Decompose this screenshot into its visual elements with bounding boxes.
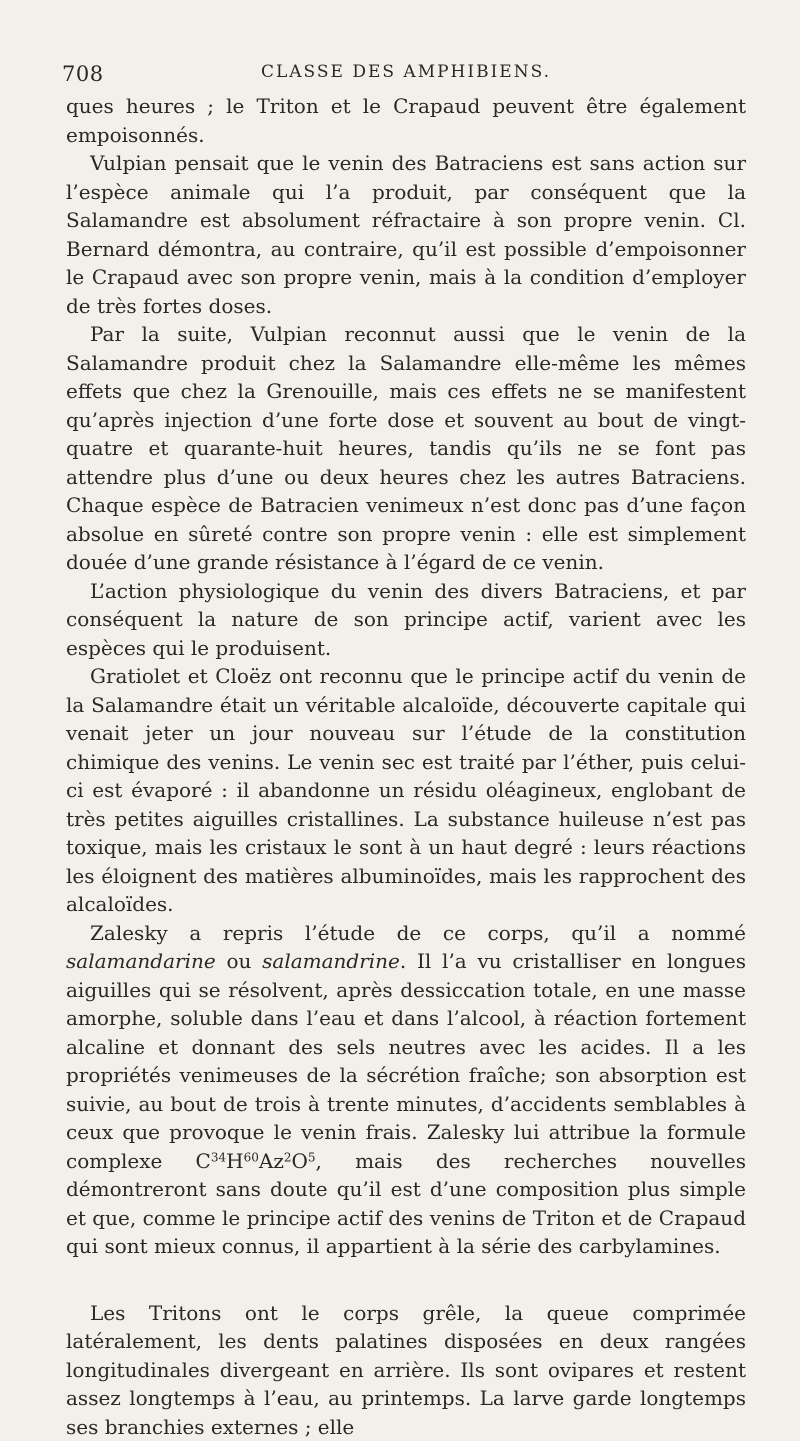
section-gap (66, 1261, 746, 1299)
term-salamandarine: salamandarine (66, 949, 216, 973)
paragraph-vulpian-later: Par la suite, Vulpian reconnut aussi que le venin de la Salamandre produit chez la Salamandre elle-même les mêmes effets que chez la Grenouille, mais ces effets ne se manifestent qu’après injection d’une forte dose et souvent au bout de vingt-quatre et quarante-huit heures, tandis qu’ils ne se font pas attendre plus d’une ou deux heures chez les autres Batraciens. Chaque espèce de Batracien venimeux n’est donc pas d’une façon absolue en sûreté contre son propre venin : elle est simplement douée d’une grande résistance à l’égard de ce venin. (66, 320, 746, 577)
zalesky-text-2: ou (216, 949, 262, 973)
paragraph-physiological-action: L’action physiologique du venin des divers Batraciens, et par conséquent la nature de son principe actif, varient avec les espèces qui le produisent. (66, 577, 746, 663)
body-text (66, 92, 746, 1441)
paragraph-zalesky (66, 919, 746, 1261)
zalesky-text-4: , mais des recherches nouvelles démontreront sans doute qu’il est d’une composition plus simple et que, comme le principe actif des venins de Triton et de Crapaud qui sont mieux connus, il appartient à la série des carbylamines. (66, 1149, 746, 1259)
paragraph-continuation: ques heures ; le Triton et le Crapaud peuvent être également empoisonnés. (66, 92, 746, 149)
paragraph-gratiolet-cloez: Gratiolet et Cloëz ont reconnu que le principe actif du venin de la Salamandre était un véritable alcaloïde, découverte capitale qui venait jeter un jour nouveau sur l’étude de la constitution chimique des venins. Le venin sec est traité par l’éther, puis celui-ci est évaporé : il abandonne un résidu oléagineux, englobant de très petites aiguilles cristallines. La substance huileuse n’est pas toxique, mais les cristaux le sont à un haut degré : leurs réactions les éloignent des matières albuminoïdes, mais les rapprochent des alcaloïdes. (66, 662, 746, 919)
running-header (66, 52, 746, 86)
chemical-formula: $C^{34}H^{60}Az^2O^5$ (196, 1149, 316, 1173)
paragraph-vulpian: Vulpian pensait que le venin des Batraciens est sans action sur l’espèce animale qui l’a produit, par conséquent que la Salamandre est absolument réfractaire à son propre venin. Cl. Bernard démontra, au contraire, qu’il est possible d’empoisonner le Crapaud avec son propre venin, mais à la condition d’employer de très fortes doses. (66, 149, 746, 320)
term-salamandrine: salamandrine (262, 949, 400, 973)
zalesky-text-1: Zalesky a repris l’étude de ce corps, qu’il a nommé (90, 921, 746, 945)
paragraph-tritons: Les Tritons ont le corps grêle, la queue comprimée latéralement, les dents palatines disposées en deux rangées longitudinales divergeant en arrière. Ils sont ovipares et restent assez longtemps à l’eau, au printemps. La larve garde longtemps ses branchies externes ; elle (66, 1299, 746, 1441)
page-number: 708 (62, 62, 104, 86)
running-title: CLASSE DES AMPHIBIENS. (66, 62, 746, 82)
zalesky-text-3: . Il l’a vu cristalliser en longues aiguilles qui se résolvent, après dessiccation totale, en une masse amorphe, soluble dans l’eau et dans l’alcool, à réaction fortement alcaline et donnant des sels neutres avec les acides. Il a les propriétés venimeuses de la sécrétion fraîche; son absorption est suivie, au bout de trois à trente minutes, d’accidents semblables à ceux que provoque le venin frais. Zalesky lui attribue la formule complexe (66, 949, 746, 1173)
